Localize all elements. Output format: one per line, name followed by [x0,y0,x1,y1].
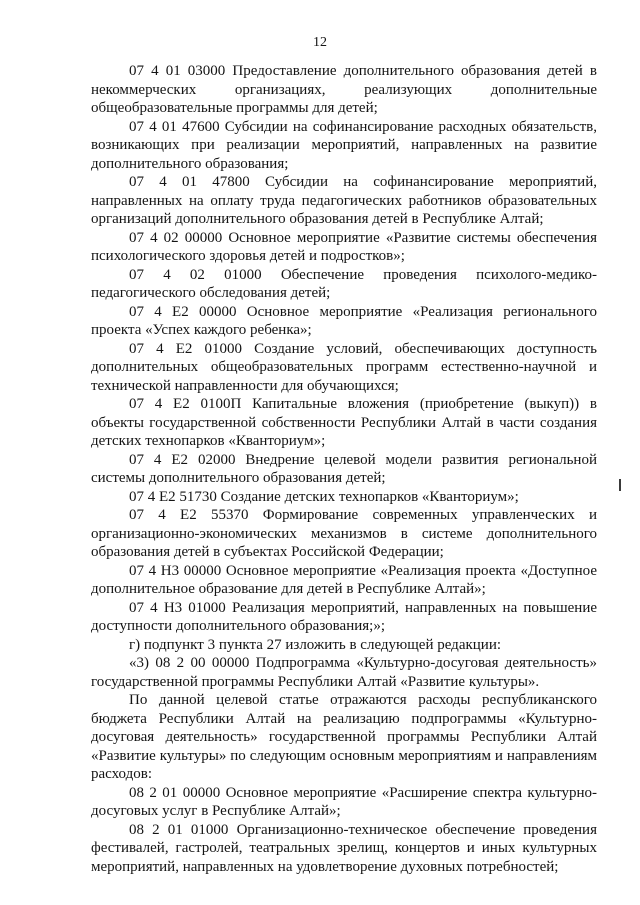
paragraph-expenses-description: По данной целевой статье отражаются расходы республиканского бюджета Республики Алтай на реализацию подпрограммы «Культурно-досуговая деятельность» государственной программы Республики Алтай «Развитие культуры» по следующим основным мероприятиям и направлениям расходов: [91,692,597,782]
paragraph-07-4-e2-02000: 07 4 E2 02000 Внедрение целевой модели развития региональной системы дополнительного образования детей; [91,451,597,486]
paragraph-07-4-n3-01000: 07 4 Н3 01000 Реализация мероприятий, направленных на повышение доступности дополнительного образования;»; [91,599,597,634]
paragraph-07-4-02-01000: 07 4 02 01000 Обеспечение проведения психолого-медико-педагогического обследования детей; [91,266,597,301]
paragraph-07-4-e2-01000: 07 4 E2 01000 Создание условий, обеспечивающих доступность дополнительных общеобразовательных программ естественно-научной и технической направленности для обучающихся; [91,340,597,394]
margin-mark [619,479,621,491]
paragraph-07-4-e2-00000: 07 4 E2 00000 Основное мероприятие «Реализация регионального проекта «Успех каждого ребенка»; [91,303,597,338]
paragraph-07-4-e2-55370: 07 4 E2 55370 Формирование современных управленческих и организационно-экономических механизмов в системе дополнительного образования детей в субъектах Российской Федерации; [91,507,597,560]
paragraph-07-4-01-03000: 07 4 01 03000 Предоставление дополнительного образования детей в некоммерческих организациях, реализующих дополнительные общеобразовательные программы для детей; [91,63,597,116]
page-number: 12 [313,35,327,50]
paragraph-08-2-00-00000: «3) 08 2 00 00000 Подпрограмма «Культурно-досуговая деятельность» государственной программы Республики Алтай «Развитие культуры». [91,655,597,690]
paragraph-07-4-01-47600: 07 4 01 47600 Субсидии на софинансирование расходных обязательств, возникающих при реализации мероприятий, направленных на развитие дополнительного образования; [91,118,597,172]
paragraph-07-4-n3-00000: 07 4 Н3 00000 Основное мероприятие «Реализация проекта «Доступное дополнительное образование для детей в Республике Алтай»; [91,562,597,597]
paragraph-subclause-g: г) подпункт 3 пункта 27 изложить в следующей редакции: [129,636,502,653]
paragraph-07-4-01-47800: 07 4 01 47800 Субсидии на софинансирование мероприятий, направленных на оплату труда педагогических работников образовательных организаций дополнительного образования детей в Республике Алтай; [91,174,597,227]
paragraph-07-4-e2-0100p: 07 4 E2 0100П Капитальные вложения (приобретение (выкуп)) в объекты государственной собственности Республики Алтай в части создания детских технопарков «Кванториум»; [91,396,597,449]
paragraph-07-4-02-00000: 07 4 02 00000 Основное мероприятие «Развитие системы обеспечения психологического здоровья детей и подростков»; [91,229,597,264]
paragraph-07-4-e2-51730: 07 4 E2 51730 Создание детских технопарков «Кванториум»; [129,488,519,505]
document-body [91,62,597,876]
paragraph-08-2-01-01000: 08 2 01 01000 Организационно-техническое обеспечение проведения фестивалей, гастролей, театральных зрелищ, концертов и иных культурных мероприятий, направленных на удовлетворение духовных потребностей; [91,821,597,875]
paragraph-08-2-01-00000: 08 2 01 00000 Основное мероприятие «Расширение спектра культурно-досуговых услуг в Республике Алтай»; [91,784,597,819]
